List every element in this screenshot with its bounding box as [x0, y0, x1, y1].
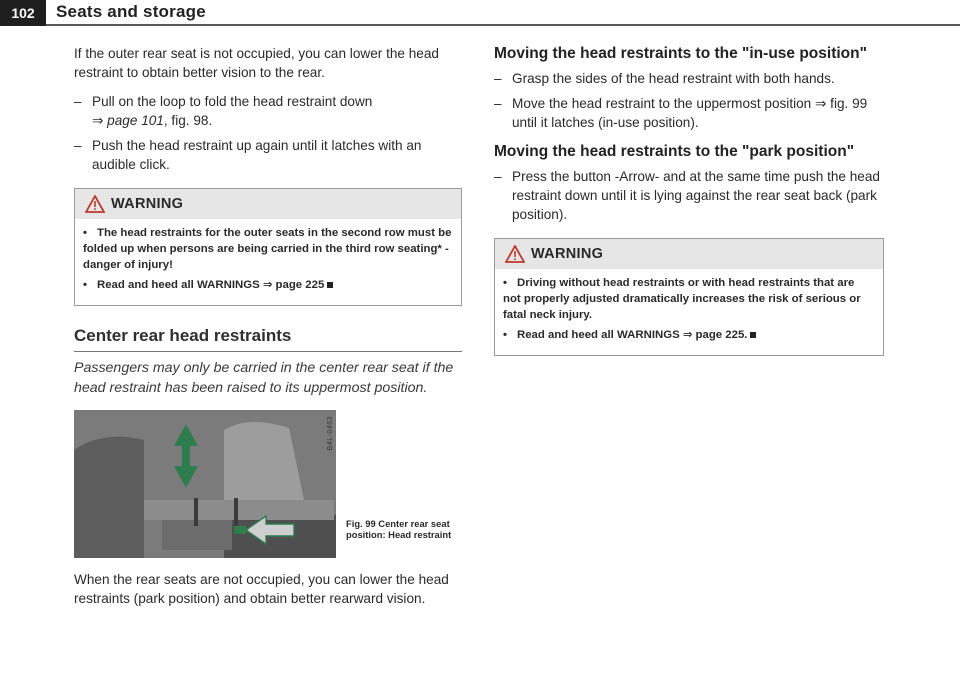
- warning-item: • Read and heed all WARNINGS ⇒ page 225: [83, 277, 453, 293]
- warning-label: WARNING: [531, 246, 604, 262]
- warning-body: [495, 269, 883, 355]
- warning-box: [74, 188, 462, 306]
- warning-box: [494, 238, 884, 356]
- figure-code: B4L-0463: [327, 416, 334, 451]
- fold-steps: [74, 92, 462, 174]
- warning-label: WARNING: [111, 196, 184, 212]
- warning-item: • Driving without head restraints or with head restraints that are not properly adjusted dramatically increases the risk of serious or fatal neck injury.: [503, 277, 861, 321]
- warning-header: [75, 189, 461, 219]
- left-column: [74, 44, 462, 608]
- end-of-section-marker: [750, 332, 756, 338]
- warning-triangle-icon: [505, 245, 525, 263]
- page-reference[interactable]: ⇒ page 101, fig. 98.: [92, 113, 213, 128]
- park-heading: Moving the head restraints to the "park position": [494, 143, 855, 160]
- step-item: – Push the head restraint up again until it latches with an audible click.: [74, 136, 462, 174]
- head-restraint-illustration: [74, 410, 336, 558]
- figure-caption: Fig. 99 Center rear seat position: Head restraint: [346, 518, 452, 540]
- page-number: 102: [0, 0, 46, 26]
- step-item: – Press the button -Arrow- and at the same time push the head restraint down until it is lying against the rear seat back (park position).: [494, 167, 884, 224]
- center-heading: Center rear head restraints: [74, 326, 462, 352]
- header-rule: [46, 24, 960, 26]
- warning-triangle-icon: [85, 195, 105, 213]
- right-column: [494, 44, 884, 372]
- warning-body: [75, 219, 461, 305]
- in-use-heading: Moving the head restraints to the "in-use position": [494, 45, 867, 62]
- head-restraint-photo: [74, 410, 336, 558]
- step-item: – Grasp the sides of the head restraint with both hands.: [494, 69, 884, 88]
- park-steps: [494, 167, 884, 224]
- page-header: [0, 0, 960, 26]
- warning-header: [495, 239, 883, 269]
- warning-item: • Read and heed all WARNINGS ⇒ page 225.: [503, 327, 875, 343]
- section-title: Seats and storage: [56, 2, 206, 21]
- step-item: – Pull on the loop to fold the head restraint down ⇒ page 101, fig. 98.: [74, 92, 462, 130]
- intro-paragraph: If the outer rear seat is not occupied, you can lower the head restraint to obtain better vision to the rear.: [74, 46, 439, 80]
- end-of-section-marker: [327, 282, 333, 288]
- closing-paragraph: When the rear seats are not occupied, you can lower the head restraints (park position) and obtain better rearward vision.: [74, 572, 449, 606]
- step-item: – Move the head restraint to the uppermost position ⇒ fig. 99 until it latches (in-use position).: [494, 94, 884, 132]
- center-intro: Passengers may only be carried in the center rear seat if the head restraint has been raised to its uppermost position.: [74, 360, 454, 396]
- in-use-steps: [494, 69, 884, 132]
- figure-99: [74, 410, 462, 558]
- warning-item: • The head restraints for the outer seats in the second row must be folded up when persons are being carried in the third row seating* - danger of injury!: [83, 227, 452, 271]
